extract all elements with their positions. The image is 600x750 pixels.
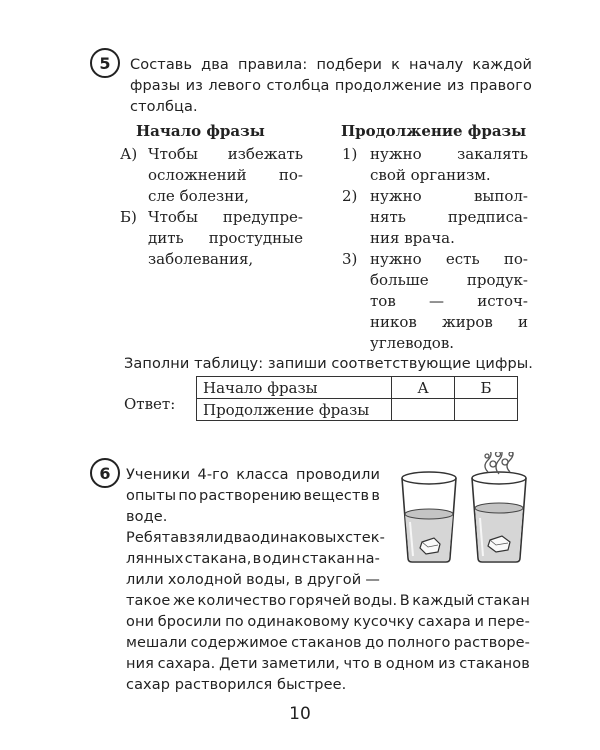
right-item-2-line-3: ния врача.	[370, 229, 455, 247]
task-5-instruction-line-3: столбца.	[130, 99, 198, 115]
answer-table	[196, 376, 518, 421]
right-item-1-line-2: свой организм.	[370, 166, 491, 184]
right-item-3-line-1: нужно есть по-	[370, 250, 528, 268]
table-cell-phrase-continuation: Продолжение фразы	[197, 399, 392, 421]
right-item-1-line-1: нужно закалять	[370, 145, 528, 163]
right-item-2-line-1: нужно выпол-	[370, 187, 528, 205]
table-cell-phrase-start: Начало фразы	[197, 377, 392, 399]
task-5-instruction-line-1: Составь два правила: подбери к началу каждой	[130, 57, 532, 73]
task-6-line-3: воде.	[126, 509, 168, 525]
left-item-a-marker: А)	[120, 145, 138, 163]
answer-table-row-2	[197, 399, 518, 421]
answer-label: Ответ:	[124, 395, 176, 413]
right-item-3-line-3: тов — источ-	[370, 292, 528, 310]
task-6-line-6: лили холодной воды, в другой —	[126, 572, 380, 588]
right-column-header: Продолжение фразы	[341, 122, 527, 140]
cold-water-glass-icon	[402, 472, 456, 562]
task-5-number-badge: 5	[90, 48, 120, 78]
right-item-2-marker: 2)	[342, 187, 358, 205]
left-item-b-line-1: Чтобы предупре-	[148, 208, 303, 226]
hot-water-glass-icon	[472, 472, 526, 562]
right-item-1-marker: 1)	[342, 145, 358, 163]
table-answer-cell-b[interactable]	[455, 399, 518, 421]
task-6-line-5: лянных стакана, в один стакан на-	[126, 551, 380, 567]
task-6-line-8: они бросили по одинаковому кусочку сахара и пере-	[126, 614, 530, 630]
table-cell-header-b: Б	[455, 377, 518, 399]
right-item-2-line-2: нять предписа-	[370, 208, 528, 226]
task-6-line-9: мешали содержимое стаканов до полного растворе-	[126, 635, 530, 651]
task-6-line-11: сахар растворился быстрее.	[126, 677, 347, 693]
task-6-line-4: Ребята взяли два одинаковых стек-	[126, 530, 385, 546]
left-item-a-line-3: сле болезни,	[148, 187, 249, 205]
answer-table-row-1	[197, 377, 518, 399]
table-instruction: Заполни таблицу: запиши соответствующие цифры.	[124, 356, 534, 372]
left-item-b-marker: Б)	[120, 208, 137, 226]
task-6-line-1: Ученики 4-го класса проводили	[126, 467, 380, 483]
two-glasses-of-water-with-sugar-illustration	[396, 452, 534, 570]
task-5-instruction-line-2: фразы из левого столбца продолжение из правого	[130, 78, 532, 94]
left-item-b-line-2: дить простудные	[148, 229, 303, 247]
right-item-3-line-5: углеводов.	[370, 334, 455, 352]
left-column-header: Начало фразы	[136, 122, 265, 140]
page-number: 10	[289, 704, 311, 724]
task-6-line-10: ния сахара. Дети заметили, что в одном из стаканов	[126, 656, 530, 672]
left-item-a-line-2: осложнений по-	[148, 166, 303, 184]
right-item-3-marker: 3)	[342, 250, 358, 268]
steam-icon	[485, 452, 513, 474]
task-6-line-2: опыты по растворению веществ в	[126, 488, 380, 504]
table-answer-cell-a[interactable]	[392, 399, 455, 421]
left-item-a-line-1: Чтобы избежать	[148, 145, 303, 163]
right-item-3-line-4: ников жиров и	[370, 313, 528, 331]
right-item-3-line-2: больше продук-	[370, 271, 528, 289]
task-6-line-7: такое же количество горячей воды. В каждый стакан	[126, 593, 530, 609]
table-cell-header-a: А	[392, 377, 455, 399]
task-6-number-badge: 6	[90, 458, 120, 488]
left-item-b-line-3: заболевания,	[148, 250, 254, 268]
